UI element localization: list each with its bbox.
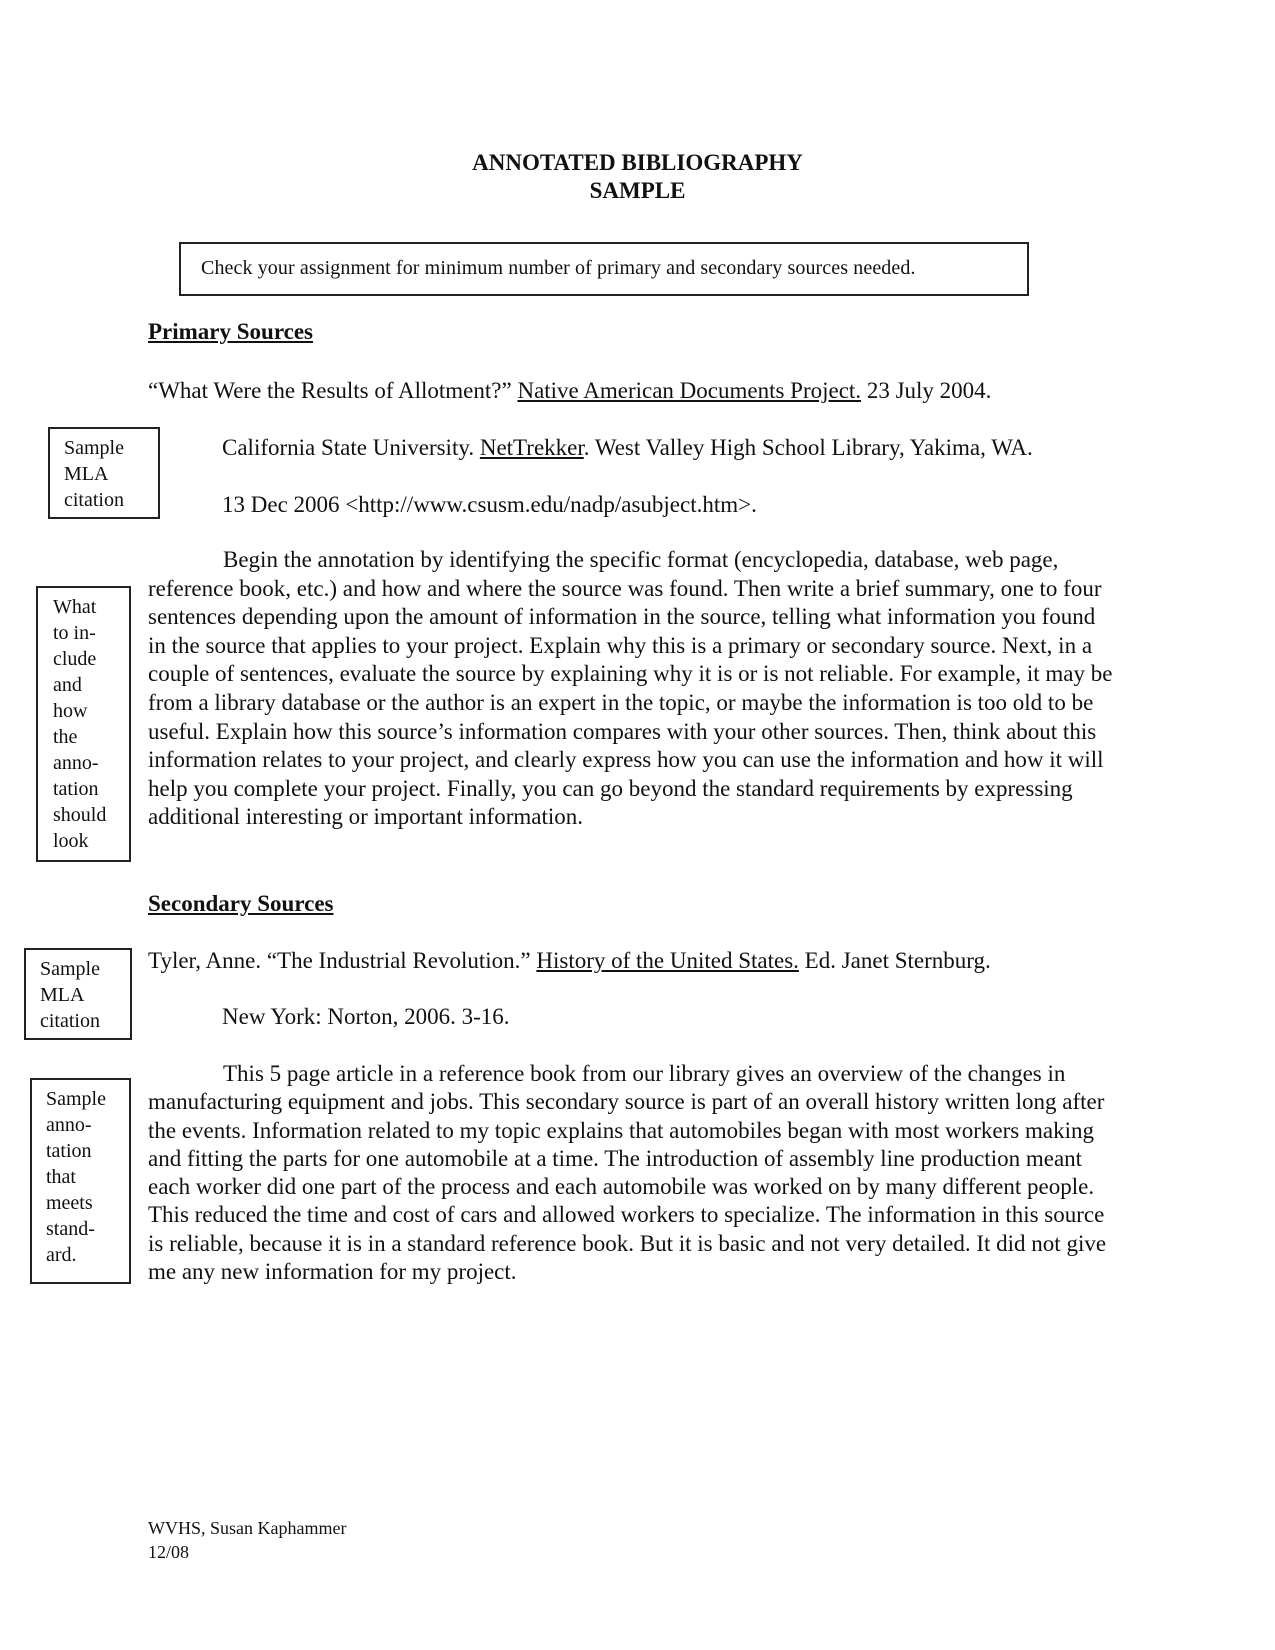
margin-note-line: anno- xyxy=(53,752,99,774)
margin-note-line: Sample xyxy=(40,958,100,980)
margin-note-sample-mla-citation-2 xyxy=(24,948,132,1040)
margin-note-line: stand- xyxy=(46,1218,95,1240)
margin-note-line: MLA xyxy=(40,984,85,1006)
secondary-annotation-paragraph: This 5 page article in a reference book from our library gives an overview of the changes in manufacturing equipment and jobs. This secondary source is part of an overall history written long after the events. Information related to my topic explains that automobiles began with most workers making and fitting the parts for one automobile at a time. The introduction of assembly line production meant each worker did one part of the process and each automobile was worked on by many different people. This reduced the time and cost of cars and allowed workers to specialize. The information in this source is reliable, because it is in a standard reference book. But it is basic and not very detailed. It did not give me any new information for my project. xyxy=(148,1061,1107,1285)
margin-note-line: citation xyxy=(40,1010,100,1032)
margin-note-line: how xyxy=(53,700,88,722)
secondary-citation-line-1 xyxy=(148,947,991,975)
document-title: ANNOTATED BIBLIOGRAPHY xyxy=(472,150,803,175)
margin-note-sample-annotation xyxy=(30,1078,131,1284)
margin-note-line: citation xyxy=(64,489,124,511)
footer-author: WVHS, Susan Kaphammer xyxy=(148,1518,347,1538)
citation-text: . West Valley High School Library, Yakima, WA. xyxy=(583,435,1033,460)
margin-note-line: Sample xyxy=(46,1088,106,1110)
secondary-citation-line-2: New York: Norton, 2006. 3-16. xyxy=(222,1004,510,1029)
margin-note-line: tation xyxy=(46,1140,92,1162)
citation-text: Tyler, Anne. “The Industrial Revolution.” xyxy=(148,948,537,973)
margin-note-line: look xyxy=(53,830,89,852)
primary-sources-heading: Primary Sources xyxy=(148,319,314,344)
citation-text: Ed. Janet Sternburg. xyxy=(798,948,991,973)
margin-note-line: should xyxy=(53,804,107,826)
citation-database-title: NetTrekker xyxy=(479,435,584,460)
primary-citation-line-1 xyxy=(148,377,991,405)
margin-note-line: to in- xyxy=(53,622,96,644)
footer-date: 12/08 xyxy=(148,1542,190,1562)
margin-note-line: tation xyxy=(53,778,99,800)
margin-note-what-to-include xyxy=(36,586,131,862)
secondary-sources-heading: Secondary Sources xyxy=(148,891,334,916)
citation-text: 23 July 2004. xyxy=(861,378,992,403)
citation-source-title: Native American Documents Project. xyxy=(517,378,862,403)
citation-text: “What Were the Results of Allotment?” xyxy=(148,378,518,403)
citation-book-title: History of the United States. xyxy=(536,948,799,973)
margin-note-line: the xyxy=(53,726,78,748)
margin-note-line: ard. xyxy=(46,1244,77,1266)
margin-note-line: meets xyxy=(46,1192,93,1214)
margin-note-line: MLA xyxy=(64,463,109,485)
primary-annotation-paragraph: Begin the annotation by identifying the specific format (encyclopedia, database, web page, reference book, etc.) and how and where the source was found. Then write a brief summary, one to four sentences depending upon the amount of information in the source, telling what information you found in the source that applies to your project. Explain why this is a primary or secondary source. Next, in a couple of sentences, evaluate the source by explaining why it is or is not reliable. For example, it may be from a library database or the author is an expert in the topic, or maybe the information is too old to be useful. Explain how this source’s information compares with your other sources. Then, think about this information relates to your project, and clearly express how you can use the information and how it will help you complete your project. Finally, you can go beyond the standard requirements by expressing additional interesting or important information. xyxy=(148,547,1113,830)
margin-note-sample-mla-citation xyxy=(48,427,160,519)
document-subtitle: SAMPLE xyxy=(589,178,686,203)
margin-note-line: Sample xyxy=(64,437,124,459)
margin-note-line: clude xyxy=(53,648,97,670)
margin-note-line: that xyxy=(46,1166,76,1188)
assignment-notice-box: Check your assignment for minimum number of primary and secondary sources needed. xyxy=(179,242,1029,296)
primary-citation-line-2 xyxy=(222,434,1033,462)
margin-note-line: What xyxy=(53,596,97,618)
margin-note-line: anno- xyxy=(46,1114,92,1136)
margin-note-line: and xyxy=(53,674,82,696)
primary-citation-line-3: 13 Dec 2006 <http://www.csusm.edu/nadp/asubject.htm>. xyxy=(222,492,757,517)
citation-text: California State University. xyxy=(222,435,480,460)
